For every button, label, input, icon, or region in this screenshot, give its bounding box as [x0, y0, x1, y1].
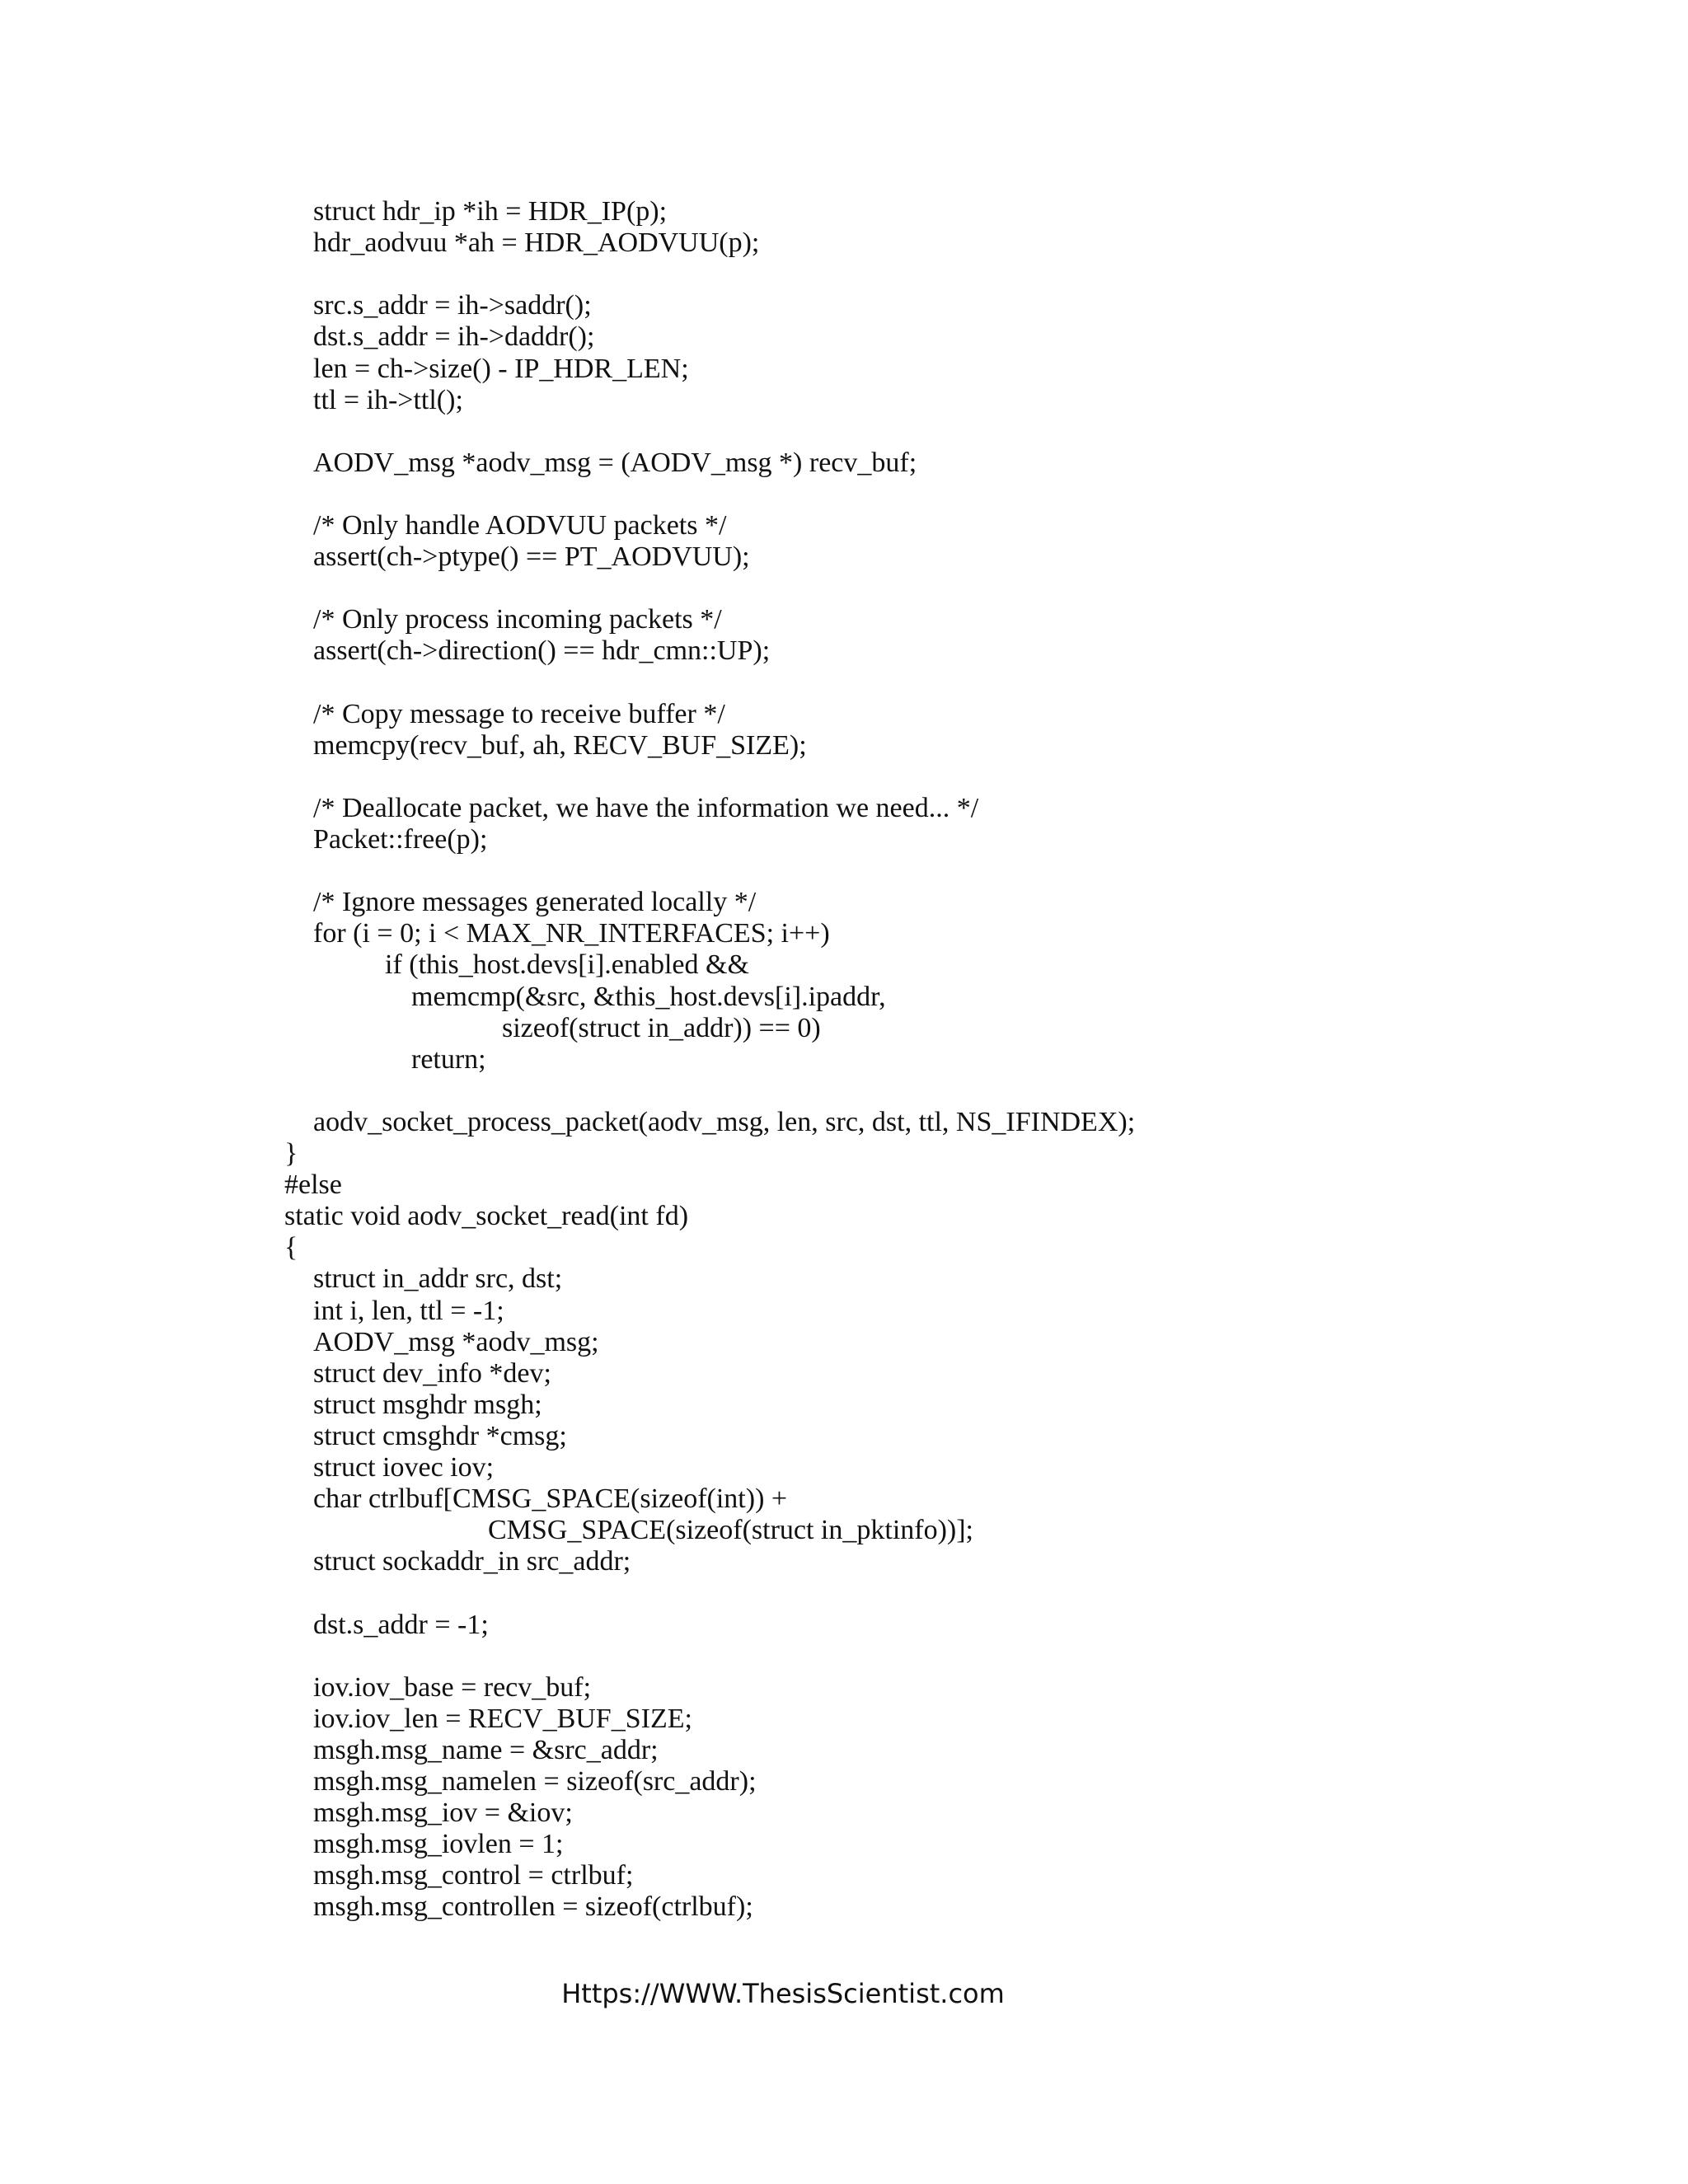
code-line: struct hdr_ip *ih = HDR_IP(p);	[313, 196, 668, 227]
code-line: iov.iov_len = RECV_BUF_SIZE;	[313, 1703, 692, 1734]
code-line: msgh.msg_iovlen = 1;	[313, 1829, 564, 1860]
code-line: CMSG_SPACE(sizeof(struct in_pktinfo))];	[488, 1515, 974, 1546]
code-line: assert(ch->ptype() == PT_AODVUU);	[313, 541, 750, 573]
code-line: /* Copy message to receive buffer */	[313, 698, 725, 729]
code-line: int i, len, ttl = -1;	[313, 1295, 504, 1326]
code-line: }	[284, 1138, 298, 1169]
code-line: struct iovec iov;	[313, 1452, 495, 1483]
code-line: memcpy(recv_buf, ah, RECV_BUF_SIZE);	[313, 729, 807, 761]
code-line: char ctrlbuf[CMSG_SPACE(sizeof(int)) +	[313, 1483, 788, 1515]
code-line: aodv_socket_process_packet(aodv_msg, len, src, dst, ttl, NS_IFINDEX);	[313, 1106, 1136, 1137]
code-line: sizeof(struct in_addr)) == 0)	[502, 1012, 821, 1043]
code-line: AODV_msg *aodv_msg;	[313, 1326, 599, 1357]
code-line: struct cmsghdr *cmsg;	[313, 1420, 567, 1451]
code-line: Packet::free(p);	[313, 824, 488, 855]
code-line: for (i = 0; i < MAX_NR_INTERFACES; i++)	[313, 918, 830, 949]
code-line: memcmp(&src, &this_host.devs[i].ipaddr,	[411, 981, 886, 1012]
code-line: ttl = ih->ttl();	[313, 384, 463, 415]
code-line: struct dev_info *dev;	[313, 1357, 551, 1389]
code-line: struct sockaddr_in src_addr;	[313, 1546, 631, 1577]
code-line: static void aodv_socket_read(int fd)	[284, 1201, 689, 1232]
code-line: dst.s_addr = -1;	[313, 1609, 489, 1640]
code-line: /* Only handle AODVUU packets */	[313, 510, 727, 541]
code-line: hdr_aodvuu *ah = HDR_AODVUU(p);	[313, 227, 760, 259]
code-line: return;	[411, 1043, 486, 1075]
code-line: msgh.msg_name = &src_addr;	[313, 1734, 659, 1765]
code-line: /* Ignore messages generated locally */	[313, 887, 757, 918]
code-line: msgh.msg_controllen = sizeof(ctrlbuf);	[313, 1891, 753, 1923]
code-line: msgh.msg_control = ctrlbuf;	[313, 1860, 634, 1891]
code-line: AODV_msg *aodv_msg = (AODV_msg *) recv_buf;	[313, 447, 917, 478]
code-line: src.s_addr = ih->saddr();	[313, 290, 592, 321]
code-line: assert(ch->direction() == hdr_cmn::UP);	[313, 635, 771, 667]
code-line: dst.s_addr = ih->daddr();	[313, 321, 595, 353]
code-line: /* Only process incoming packets */	[313, 604, 722, 635]
code-line: if (this_host.devs[i].enabled &&	[385, 949, 749, 981]
code-line: {	[284, 1232, 298, 1263]
code-line: msgh.msg_iov = &iov;	[313, 1797, 573, 1829]
code-line: iov.iov_base = recv_buf;	[313, 1671, 592, 1703]
code-line: /* Deallocate packet, we have the information we need... */	[313, 792, 979, 823]
code-line: len = ch->size() - IP_HDR_LEN;	[313, 353, 689, 384]
code-line: struct msghdr msgh;	[313, 1389, 542, 1420]
code-line: #else	[284, 1169, 342, 1201]
code-line: struct in_addr src, dst;	[313, 1263, 563, 1295]
footer-url: Https://WWW.ThesisScientist.com	[561, 1978, 1005, 2009]
code-line: msgh.msg_namelen = sizeof(src_addr);	[313, 1766, 757, 1797]
